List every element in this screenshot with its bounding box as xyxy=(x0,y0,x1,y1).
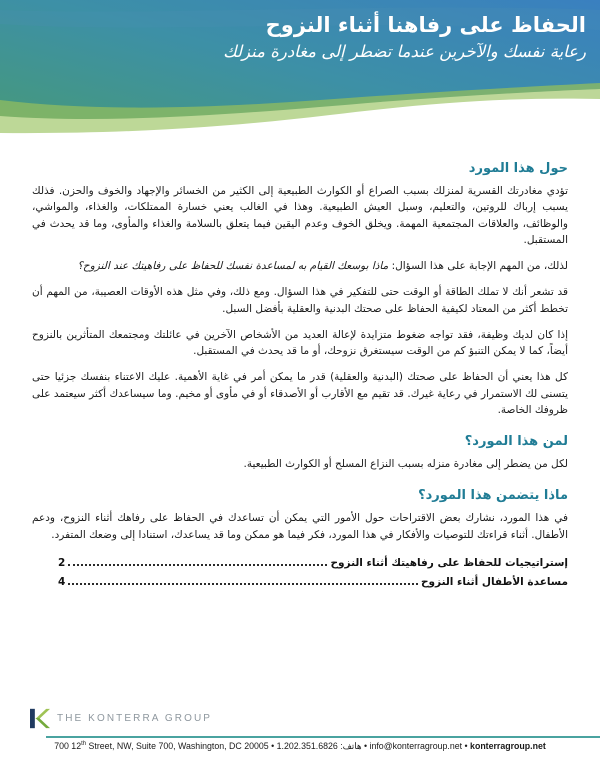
page-title: الحفاظ على رفاهنا أثناء النزوح xyxy=(265,13,586,37)
header-banner xyxy=(0,0,600,135)
konterra-logo xyxy=(30,706,212,731)
toc-entry-children[interactable] xyxy=(58,576,568,588)
toc-entry-label: إستراتيجيات للحفاظ على رفاهيتك أثناء النزوح xyxy=(330,556,568,569)
toc-entry-strategies[interactable] xyxy=(58,557,568,569)
toc-entry-label: مساعدة الأطفال أثناء النزوح xyxy=(420,575,568,588)
question-lead-text: لذلك، من المهم الإجابة على هذا السؤال: xyxy=(388,260,568,273)
about-paragraph-4: إذا كان لديك وظيفة، فقد تواجه ضغوط متزايدة لإعالة العديد من الأشخاص الآخرين في عائلتك ومجتمعك المتأثرين بالنزوح أيضاً، كما لا يمكن التنبؤ كم من الوقت سيستغرق نزوحك، أو ما قد يحدث في المستقبل. xyxy=(32,328,568,358)
page-footer xyxy=(0,702,600,777)
footer-website: konterragroup.net xyxy=(470,741,546,751)
question-italic-text: ماذا بوسعك القيام به لمساعدة نفسك للحفاظ على رفاهيتك عند النزوح؟ xyxy=(77,260,389,273)
footer-address-rest: Street, NW, Suite 700, Washington, DC 20005 • 1.202.351.6826 :هاتف • info@konterragroup.net • xyxy=(86,741,471,751)
about-paragraph-1: تؤدي مغادرتك القسرية لمنزلك بسبب الصراع أو الكوارث الطبيعية إلى الكثير من الخسائر والإجهاد والخوف والحزن. فذلك يسبب إرباك للروتين، والتعليم، وسبل العيش الطبيعية. وهذا في الغالب يعني خسارة الممتلكات، والغذاء، والمواشي، والوظائف، والعلاقات المجتمعية المهمة. ويخلق الخوف وعدم اليقين فيما يتعلق بالسلامة والغذاء والمأوى، وما قد يحدث في المستقبل. xyxy=(32,185,568,246)
konterra-logo-text: THE KONTERRA GROUP xyxy=(57,713,213,724)
section-heading-contents: ماذا يتضمن هذا المورد؟ xyxy=(418,488,568,504)
toc-page-number: 4 xyxy=(58,575,66,588)
about-paragraph-3: قد تشعر أنك لا تملك الطاقة أو الوقت حتى للتفكير في هذا السؤال. ومع ذلك، وفي مثل هذه الأوقات العصيبة، من المهم أن تخطط أكثر من المعتاد لكيفية الحفاظ على صحتك البدنية والعقلية بأفضل السبل. xyxy=(32,286,568,315)
section-heading-who: لمن هذا المورد؟ xyxy=(464,434,568,450)
about-paragraph-question xyxy=(32,258,568,274)
about-paragraph-5: كل هذا يعني أن الحفاظ على صحتك (البدنية والعقلية) قدر ما يمكن أمر في غاية الأهمية. عليك الاعتناء بنفسك جزئيا حتى يتسنى لك الاستمرار في رعاية غيرك. قد تقيم مع الأقارب أو الأصدقاء أو في مأوى أو مخيم. وما سيساعدك أكثر سيعتمد على ظروفك الخاصة. xyxy=(32,371,568,416)
footer-divider-line xyxy=(46,736,600,738)
page-subtitle: رعاية نفسك والآخرين عندما تضطر إلى مغادرة منزلك xyxy=(223,42,586,62)
toc-page-number: 2 xyxy=(58,556,66,569)
toc-dotted-leader xyxy=(68,564,327,566)
document-body xyxy=(0,161,600,588)
banner-text-block xyxy=(10,12,586,63)
footer-address-number: 700 12 xyxy=(54,741,82,751)
who-paragraph-1: لكل من يضطر إلى مغادرة منزله بسبب النزاع المسلح أو الكوارث الطبيعية. xyxy=(243,458,568,471)
table-of-contents xyxy=(58,557,568,588)
konterra-k-icon xyxy=(30,706,50,731)
footer-contact-line xyxy=(0,741,600,752)
contents-paragraph-1: في هذا المورد، نشارك بعض الاقتراحات حول الأمور التي يمكن أن تساعدك في الحفاظ على رفاهك أثناء النزوح، ودعم الأطفال. أثناء قراءتك للتوصيات والأفكار في هذا المورد، فكر فيما هو ممكن وما قد يساعدك، استنادا إلى وضعك المتفرد. xyxy=(32,512,568,541)
footer-address-ordinal: th xyxy=(81,741,87,748)
section-heading-about: حول هذا المورد xyxy=(468,161,568,176)
toc-dotted-leader xyxy=(68,583,418,585)
